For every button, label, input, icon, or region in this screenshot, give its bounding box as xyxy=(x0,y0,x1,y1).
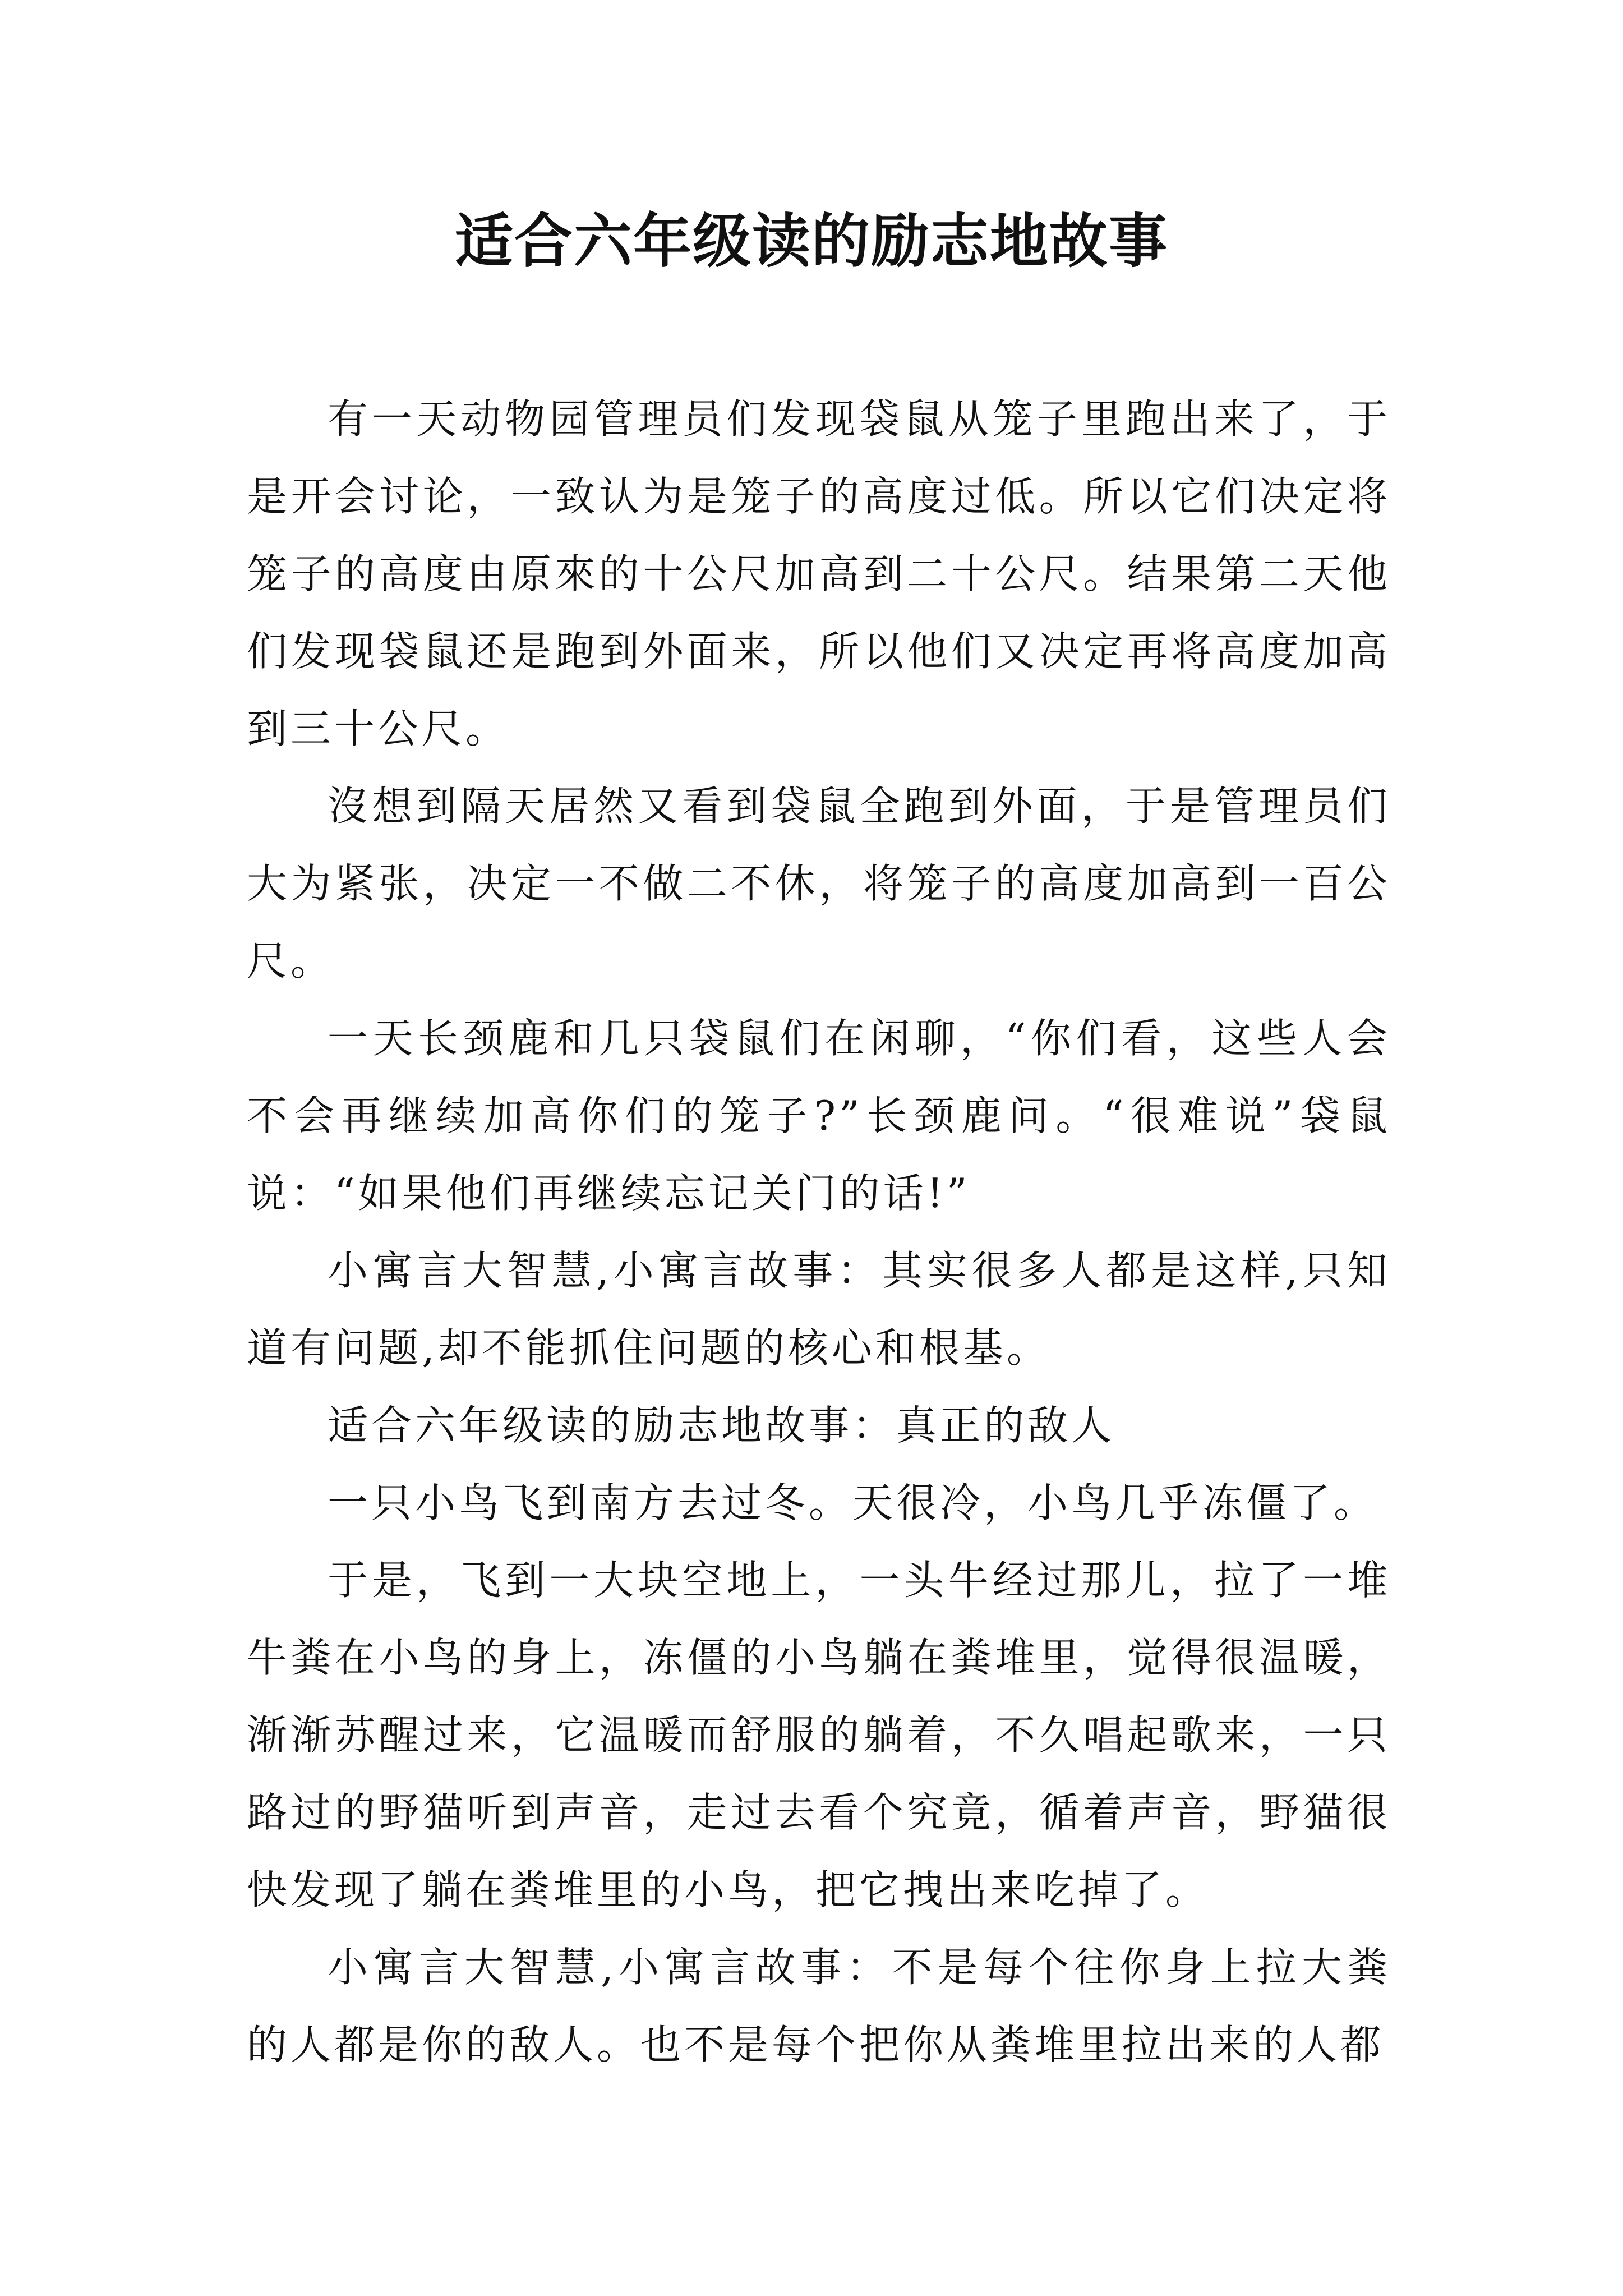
paragraph-kangaroo-intro: 有一天动物园管理员们发现袋鼠从笼子里跑出来了，于是开会讨论，一致认为是笼子的高度过低。所以它们决定将笼子的高度由原來的十公尺加高到二十公尺。结果第二天他们发现袋鼠还是跑到外面来，所以他们又决定再将高度加高到三十公尺。 xyxy=(247,395,1391,752)
paragraph-bird-story: 于是，飞到一大块空地上，一头牛经过那儿，拉了一堆牛粪在小鸟的身上，冻僵的小鸟躺在粪堆里，觉得很温暖，渐渐苏醒过来，它温暖而舒服的躺着，不久唱起歌来，一只路过的野猫听到声音，走过去看个究竟，循着声音，野猫很快发现了躺在粪堆里的小鸟，把它拽出来吃掉了。 xyxy=(247,1557,1391,1913)
paragraph-moral-1: 小寓言大智慧,小寓言故事：其实很多人都是这样,只知道有问题,却不能抓住问题的核心和根基。 xyxy=(247,1247,1391,1372)
paragraph-giraffe-dialogue: 一天长颈鹿和几只袋鼠们在闲聊，“你们看，这些人会不会再继续加高你们的笼子?”长颈鹿问。“很难说”袋鼠说：“如果他们再继续忘记关门的话!” xyxy=(247,1015,1391,1217)
document-body xyxy=(247,380,1391,2083)
document-title: 适合六年级读的励志地故事 xyxy=(454,206,1168,275)
paragraph-moral-2: 小寓言大智慧,小寓言故事：不是每个往你身上拉大粪的人都是你的敌人。也不是每个把你从粪堆里拉出来的人都 xyxy=(247,1944,1391,2068)
paragraph-kangaroo-next-day: 沒想到隔天居然又看到袋鼠全跑到外面，于是管理员们大为紧张，决定一不做二不休，将笼子的高度加高到一百公尺。 xyxy=(247,783,1391,984)
paragraph-subheading: 适合六年级读的励志地故事：真正的敌人 xyxy=(328,1402,1115,1449)
paragraph-bird-intro: 一只小鸟飞到南方去过冬。天很冷，小鸟几乎冻僵了。 xyxy=(328,1479,1378,1526)
